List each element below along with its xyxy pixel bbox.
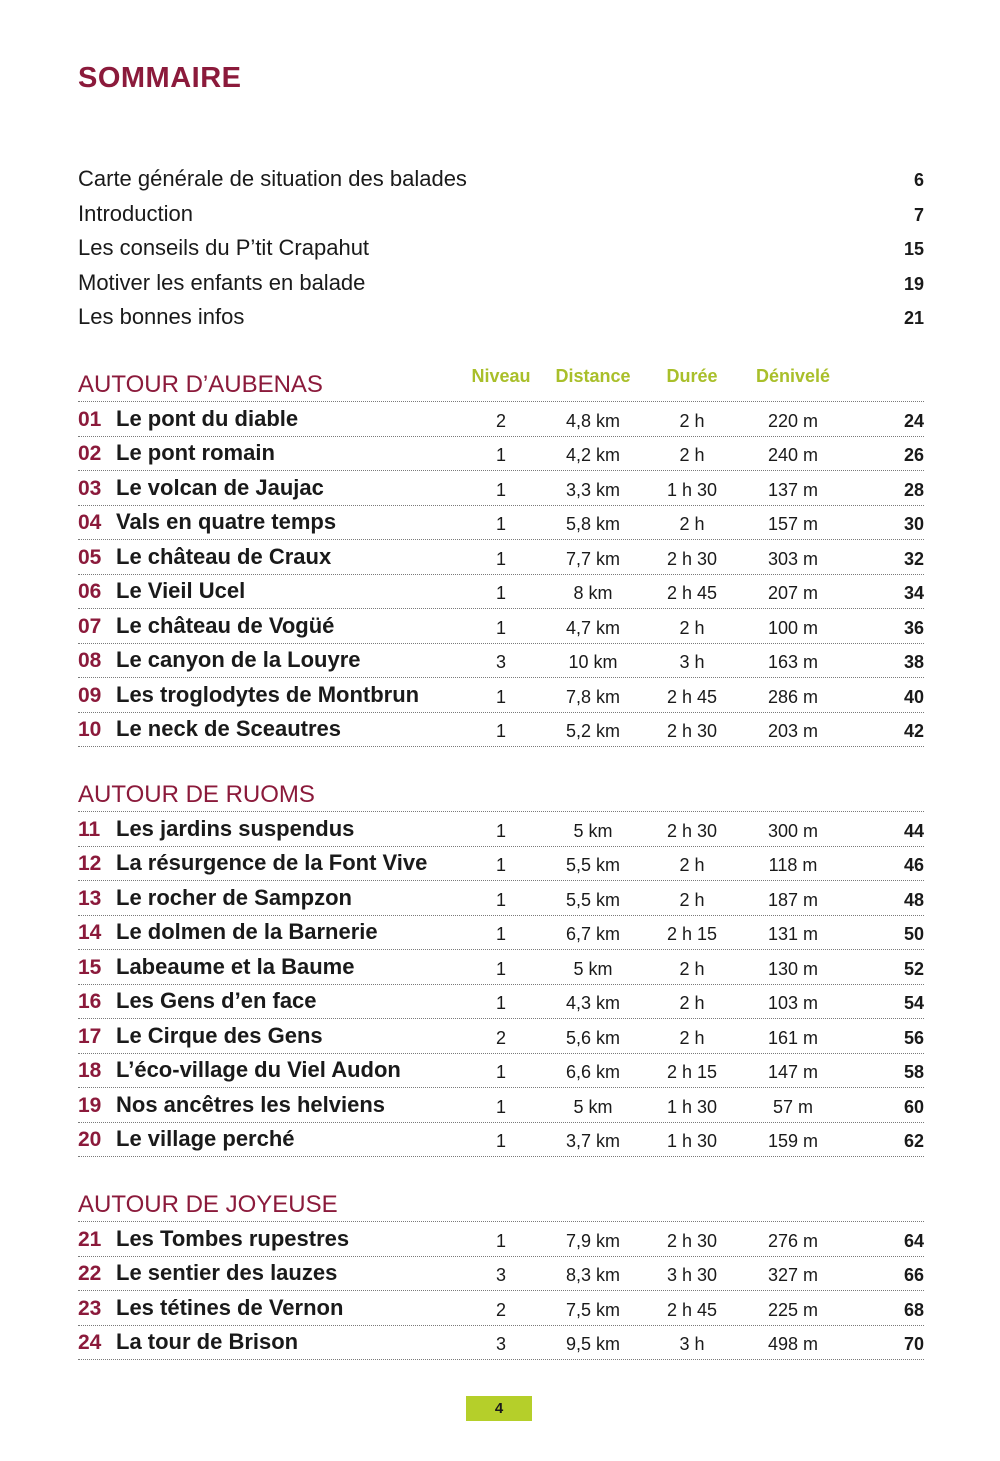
page-number-badge: 4	[466, 1396, 532, 1421]
walk-duration: 1 h 30	[666, 479, 718, 500]
walk-duration: 2 h	[679, 617, 705, 638]
walk-distance: 4,2 km	[565, 445, 621, 465]
walk-page: 24	[903, 410, 924, 431]
walk-level: 3	[495, 1265, 507, 1285]
walk-row	[78, 847, 924, 882]
walk-page: 36	[903, 617, 924, 638]
section-header	[78, 1187, 924, 1222]
walk-name: La tour de Brison	[116, 1329, 299, 1354]
intro-item-page: 19	[903, 273, 924, 294]
walk-duration: 2 h	[679, 445, 705, 465]
walk-level: 1	[495, 445, 507, 465]
walk-name: Labeaume et la Baume	[116, 953, 355, 979]
intro-item-label: Carte générale de situation des balades	[78, 166, 467, 191]
walk-elevation: 498 m	[767, 1334, 819, 1354]
walk-row	[78, 1326, 924, 1361]
walk-page: 64	[903, 1230, 924, 1251]
walk-row	[78, 812, 924, 847]
walk-elevation: 57 m	[772, 1096, 814, 1117]
walk-duration: 2 h 15	[666, 924, 718, 944]
walk-page: 70	[903, 1334, 924, 1354]
walk-distance: 10 km	[568, 652, 618, 672]
walk-duration: 2 h 30	[666, 548, 718, 569]
intro-item	[78, 166, 924, 201]
walk-number: 14	[78, 921, 102, 944]
intro-item-label: Les conseils du P’tit Crapahut	[78, 235, 370, 260]
walk-level: 1	[495, 548, 507, 569]
intro-item-label: Introduction	[78, 200, 193, 226]
walk-duration: 2 h 45	[666, 686, 718, 707]
walk-number: 23	[78, 1296, 102, 1320]
walk-duration: 2 h 30	[666, 1230, 718, 1251]
intro-item-page: 7	[913, 204, 924, 225]
walk-name: Les tétines de Vernon	[116, 1294, 344, 1320]
walk-duration: 1 h 30	[666, 1096, 718, 1117]
walk-elevation: 137 m	[767, 479, 819, 500]
walk-elevation: 157 m	[767, 514, 819, 534]
walk-elevation: 159 m	[767, 1131, 819, 1151]
walk-duration: 2 h	[679, 514, 705, 534]
intro-item-page: 6	[913, 170, 924, 190]
walk-distance: 5,2 km	[565, 721, 621, 741]
walk-row	[78, 609, 924, 644]
walk-level: 1	[495, 958, 507, 979]
section-aubenas	[78, 367, 924, 747]
walk-number: 17	[78, 1024, 102, 1048]
walk-row	[78, 1257, 924, 1292]
walk-duration: 2 h 45	[666, 1299, 718, 1320]
walk-number: 09	[78, 683, 102, 707]
walk-duration: 2 h	[679, 1027, 705, 1048]
walk-page: 38	[903, 652, 924, 672]
section-title: AUTOUR DE JOYEUSE	[78, 1191, 338, 1218]
walk-name: Les jardins suspendus	[116, 815, 355, 841]
walk-elevation: 327 m	[767, 1265, 819, 1285]
walk-row	[78, 506, 924, 541]
walk-number: 03	[78, 476, 102, 500]
walk-distance: 5 km	[573, 1096, 613, 1117]
walk-row	[78, 1019, 924, 1054]
walk-distance: 8,3 km	[565, 1265, 621, 1285]
walk-row	[78, 678, 924, 713]
walk-page: 32	[903, 548, 924, 569]
walk-level: 1	[495, 820, 507, 841]
walk-number: 11	[78, 817, 101, 841]
walk-duration: 2 h	[679, 889, 705, 910]
walk-distance: 7,5 km	[565, 1299, 621, 1320]
column-header-duration: Durée	[666, 366, 718, 386]
walk-elevation: 100 m	[767, 617, 819, 638]
walk-distance: 5,5 km	[565, 855, 621, 875]
walk-distance: 6,7 km	[565, 924, 621, 944]
walk-duration: 3 h	[679, 1334, 705, 1354]
walk-name: Le village perché	[116, 1126, 295, 1151]
walk-distance: 5,5 km	[565, 889, 621, 910]
walk-name: Vals en quatre temps	[116, 509, 337, 534]
walk-row	[78, 1088, 924, 1123]
walk-number: 21	[78, 1227, 102, 1251]
intro-item	[78, 304, 924, 339]
walk-level: 1	[495, 686, 507, 707]
walk-distance: 7,9 km	[565, 1230, 621, 1251]
walk-elevation: 203 m	[767, 721, 819, 741]
walk-row	[78, 916, 924, 951]
walk-number: 16	[78, 990, 102, 1013]
walk-duration: 2 h 30	[666, 820, 718, 841]
walk-row	[78, 950, 924, 985]
walk-row	[78, 1123, 924, 1158]
walk-duration: 2 h	[679, 410, 705, 431]
walk-page: 56	[903, 1027, 924, 1048]
column-header-elevation: Dénivelé	[755, 366, 831, 386]
walk-elevation: 161 m	[767, 1027, 819, 1048]
walk-page: 26	[903, 445, 924, 465]
walk-page: 40	[903, 686, 924, 707]
walk-page: 66	[903, 1265, 924, 1285]
walk-level: 1	[495, 1096, 507, 1117]
walk-elevation: 118 m	[768, 855, 818, 875]
walk-page: 42	[903, 721, 924, 741]
column-header-level: Niveau	[471, 366, 531, 386]
walk-name: Le pont romain	[116, 440, 275, 465]
walk-page: 28	[903, 479, 924, 500]
walk-name: Nos ancêtres les helviens	[116, 1091, 386, 1117]
walk-distance: 5 km	[573, 958, 613, 979]
intro-item	[78, 201, 924, 236]
walk-page: 58	[903, 1062, 924, 1082]
walk-distance: 5,8 km	[565, 514, 621, 534]
intro-item-page: 15	[903, 239, 924, 259]
walk-level: 1	[495, 721, 507, 741]
walk-row	[78, 985, 924, 1020]
walk-name: Le canyon de la Louyre	[116, 647, 361, 672]
walk-distance: 7,7 km	[565, 548, 621, 569]
intro-item	[78, 235, 924, 270]
walk-name: Les Gens d’en face	[116, 988, 317, 1013]
section-header	[78, 367, 924, 402]
walk-level: 1	[495, 1131, 507, 1151]
walk-row	[78, 402, 924, 437]
walk-elevation: 147 m	[767, 1062, 819, 1082]
walk-row	[78, 1054, 924, 1089]
walk-page: 30	[903, 514, 924, 534]
walk-number: 12	[78, 852, 102, 875]
walk-name: Le pont du diable	[116, 405, 299, 431]
walk-number: 22	[78, 1262, 102, 1285]
walk-number: 01	[78, 407, 102, 431]
walk-row	[78, 540, 924, 575]
walk-distance: 9,5 km	[565, 1334, 621, 1354]
walk-page: 34	[903, 583, 924, 603]
walk-row	[78, 881, 924, 916]
walk-page: 68	[903, 1299, 924, 1320]
walk-elevation: 303 m	[767, 548, 819, 569]
walk-elevation: 187 m	[767, 889, 819, 910]
walk-number: 04	[78, 511, 102, 534]
walk-number: 24	[78, 1331, 102, 1354]
walk-number: 13	[78, 886, 102, 910]
walk-duration: 2 h	[679, 958, 705, 979]
walk-level: 2	[495, 1027, 507, 1048]
walk-level: 1	[495, 855, 507, 875]
walk-number: 18	[78, 1059, 102, 1082]
walk-level: 3	[495, 652, 507, 672]
walk-number: 19	[78, 1093, 102, 1117]
walk-row	[78, 575, 924, 610]
walk-page: 44	[903, 820, 924, 841]
section-ruoms	[78, 777, 924, 1157]
walk-level: 1	[495, 514, 507, 534]
walk-duration: 2 h 30	[666, 721, 718, 741]
column-header-distance: Distance	[555, 366, 631, 386]
walk-duration: 2 h 15	[666, 1062, 718, 1082]
walk-number: 10	[78, 718, 102, 741]
walk-elevation: 131 m	[767, 924, 819, 944]
intro-item-page: 21	[903, 308, 924, 328]
walk-elevation: 103 m	[767, 993, 819, 1013]
walk-row	[78, 1222, 924, 1257]
walk-name: Le Vieil Ucel	[116, 578, 246, 603]
walk-level: 1	[495, 479, 507, 500]
walk-elevation: 163 m	[767, 652, 819, 672]
walk-name: L’éco-village du Viel Audon	[116, 1057, 401, 1082]
walk-duration: 3 h	[679, 652, 705, 672]
walk-page: 48	[903, 889, 924, 910]
walk-elevation: 130 m	[767, 958, 819, 979]
walk-number: 15	[78, 955, 102, 979]
walk-name: Le Cirque des Gens	[116, 1022, 323, 1048]
walk-distance: 5 km	[573, 820, 613, 841]
walk-distance: 4,8 km	[565, 410, 621, 431]
walk-name: Le château de Craux	[116, 543, 332, 569]
walk-level: 1	[495, 1230, 507, 1251]
walk-level: 3	[495, 1334, 507, 1354]
walk-level: 1	[495, 1062, 507, 1082]
walk-name: Le volcan de Jaujac	[116, 474, 324, 500]
walk-distance: 8 km	[573, 583, 613, 603]
walk-number: 06	[78, 580, 102, 603]
walk-page: 46	[903, 855, 924, 875]
walk-number: 07	[78, 614, 102, 638]
walk-distance: 7,8 km	[565, 686, 621, 707]
section-title: AUTOUR D’AUBENAS	[78, 371, 323, 398]
walk-level: 1	[495, 889, 507, 910]
walk-elevation: 225 m	[767, 1299, 819, 1320]
walk-elevation: 300 m	[767, 820, 819, 841]
walk-elevation: 276 m	[767, 1230, 819, 1251]
walk-number: 08	[78, 649, 102, 672]
walk-name: Le dolmen de la Barnerie	[116, 919, 378, 944]
walk-name: Les troglodytes de Montbrun	[116, 681, 420, 707]
section-header	[78, 777, 924, 812]
walk-page: 50	[903, 924, 924, 944]
walk-name: Le neck de Sceautres	[116, 716, 342, 741]
section-joyeuse	[78, 1187, 924, 1360]
walk-page: 54	[903, 993, 924, 1013]
walk-duration: 1 h 30	[666, 1131, 718, 1151]
walk-row	[78, 471, 924, 506]
walk-number: 02	[78, 442, 102, 465]
walk-elevation: 207 m	[767, 583, 819, 603]
walk-name: Les Tombes rupestres	[116, 1225, 350, 1251]
walk-name: La résurgence de la Font Vive	[116, 850, 428, 875]
walk-level: 2	[495, 410, 507, 431]
walk-distance: 3,3 km	[565, 479, 621, 500]
intro-item-label: Motiver les enfants en balade	[78, 269, 366, 295]
walk-row	[78, 1291, 924, 1326]
walk-level: 2	[495, 1299, 507, 1320]
walk-level: 1	[495, 924, 507, 944]
walk-number: 05	[78, 545, 102, 569]
walk-distance: 4,3 km	[565, 993, 621, 1013]
section-title: AUTOUR DE RUOMS	[78, 781, 315, 808]
walk-elevation: 240 m	[767, 445, 819, 465]
walk-level: 1	[495, 583, 507, 603]
walk-level: 1	[495, 617, 507, 638]
walk-distance: 6,6 km	[565, 1062, 621, 1082]
walk-page: 62	[903, 1131, 924, 1151]
page-title: SOMMAIRE	[78, 62, 242, 94]
walk-page: 60	[903, 1096, 924, 1117]
walk-distance: 5,6 km	[565, 1027, 621, 1048]
walk-row	[78, 437, 924, 472]
intro-item	[78, 270, 924, 305]
walk-distance: 3,7 km	[565, 1131, 621, 1151]
walk-name: Le rocher de Sampzon	[116, 884, 352, 910]
walk-level: 1	[495, 993, 507, 1013]
walk-distance: 4,7 km	[565, 617, 621, 638]
walk-duration: 2 h	[679, 855, 705, 875]
walk-duration: 3 h 30	[666, 1265, 718, 1285]
walk-row	[78, 644, 924, 679]
walk-duration: 2 h 45	[666, 583, 718, 603]
walk-name: Le sentier des lauzes	[116, 1260, 338, 1285]
walk-elevation: 286 m	[767, 686, 819, 707]
walk-page: 52	[903, 958, 924, 979]
walk-row	[78, 713, 924, 748]
walk-name: Le château de Vogüé	[116, 612, 335, 638]
walk-elevation: 220 m	[767, 410, 819, 431]
walk-number: 20	[78, 1128, 102, 1151]
intro-list	[78, 166, 924, 339]
walk-duration: 2 h	[679, 993, 705, 1013]
intro-item-label: Les bonnes infos	[78, 304, 245, 329]
